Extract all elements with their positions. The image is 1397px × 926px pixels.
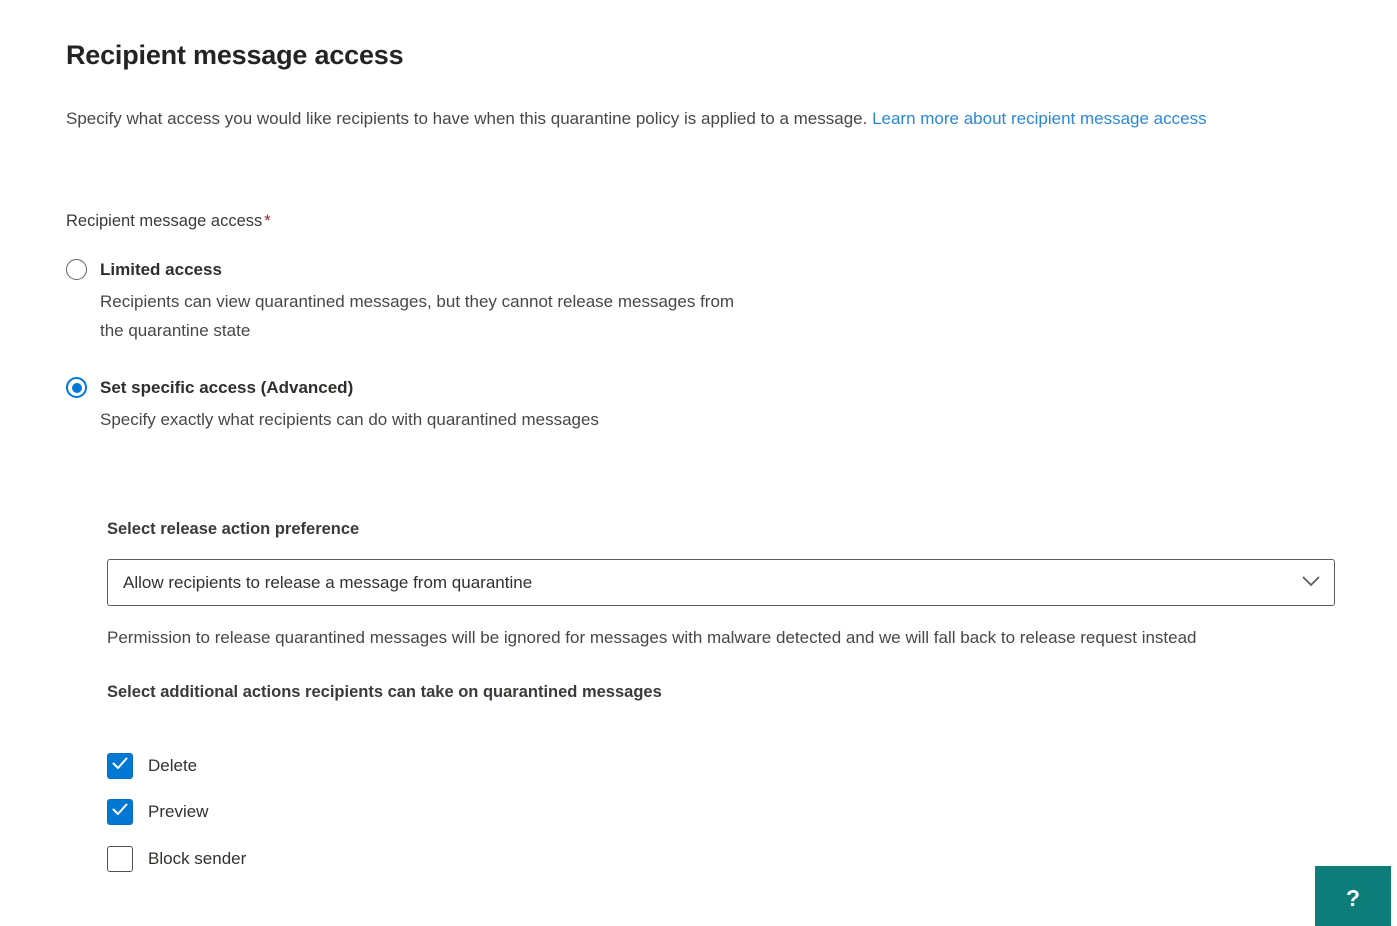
chevron-down-icon — [1302, 574, 1320, 592]
checkbox-row-block-sender[interactable] — [107, 845, 246, 872]
page-title: Recipient message access — [66, 40, 404, 71]
additional-actions-label: Select additional actions recipients can take on quarantined messages — [107, 683, 662, 701]
help-button[interactable] — [1315, 866, 1391, 926]
field-label — [66, 212, 271, 231]
required-asterisk: * — [264, 212, 271, 230]
dropdown-selected-value: Allow recipients to release a message from quarantine — [123, 572, 533, 592]
radio-description-set-specific-access: Specify exactly what recipients can do with quarantined messages — [100, 410, 599, 429]
checkbox-delete[interactable] — [107, 753, 133, 779]
radio-option-texts — [100, 376, 599, 434]
question-mark-icon: ? — [1345, 885, 1361, 911]
radio-option-texts — [100, 258, 755, 345]
checkbox-block-sender[interactable] — [107, 846, 133, 872]
radio-label-set-specific-access[interactable]: Set specific access (Advanced) — [100, 378, 354, 397]
check-icon — [112, 803, 128, 821]
checkbox-preview[interactable] — [107, 799, 133, 825]
release-action-dropdown[interactable] — [107, 559, 1335, 606]
radio-description-limited-access: Recipients can view quarantined messages, but they cannot release messages from the quarantine state — [100, 292, 735, 340]
radio-button-set-specific-access[interactable] — [66, 377, 87, 398]
release-action-label: Select release action preference — [107, 520, 360, 538]
radio-label-limited-access[interactable]: Limited access — [100, 260, 222, 279]
radio-option-set-specific-access[interactable] — [66, 376, 599, 434]
radio-button-limited-access[interactable] — [66, 259, 87, 280]
learn-more-link[interactable]: Learn more about recipient message access — [872, 109, 1207, 128]
description-text: Specify what access you would like recipients to have when this quarantine policy is applied to a message. — [66, 109, 873, 128]
checkbox-label-preview[interactable]: Preview — [148, 801, 209, 821]
field-label-text: Recipient message access — [66, 212, 263, 230]
checkbox-label-block-sender[interactable]: Block sender — [148, 848, 247, 868]
release-action-note: Permission to release quarantined messages will be ignored for messages with malware detected and we will fall back to release request instead — [107, 628, 1197, 647]
checkbox-label-delete[interactable]: Delete — [148, 755, 198, 775]
page-description — [66, 105, 1338, 133]
radio-option-limited-access[interactable] — [66, 258, 755, 345]
checkbox-row-delete[interactable] — [107, 752, 197, 779]
checkbox-row-preview[interactable] — [107, 798, 208, 825]
check-icon — [112, 757, 128, 775]
